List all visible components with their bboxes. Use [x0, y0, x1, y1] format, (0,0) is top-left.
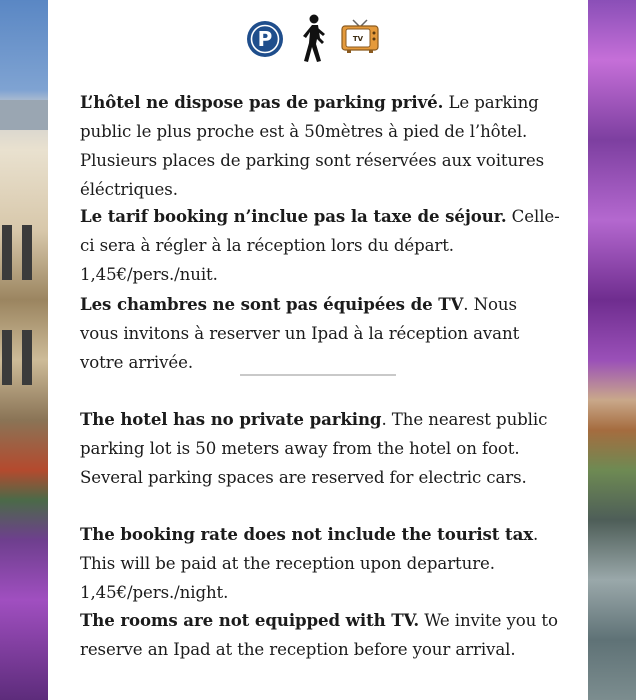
- building-window: [22, 225, 32, 280]
- building-roof: [0, 100, 48, 130]
- parking-letter: P: [257, 27, 273, 51]
- notice-heading: Les chambres ne sont pas équipées de TV: [80, 294, 464, 314]
- tv-icon: [341, 18, 379, 54]
- amenity-icons: [48, 14, 588, 64]
- french-tv-notice: [80, 290, 560, 377]
- french-tax-notice: [80, 202, 560, 289]
- notice-text: We invite you to reserve an Ipad at the reception before your arrival.: [80, 611, 558, 659]
- english-parking-notice: [80, 405, 560, 492]
- notice-heading: The rooms are not equipped with TV.: [80, 610, 420, 630]
- info-card: [48, 0, 588, 700]
- notice-text: Le parking public le plus proche est à 50mètres à pied de l’hôtel. Plusieurs places de parking sont réservées aux voitures éléctriques.: [80, 93, 545, 199]
- notice-heading: The booking rate does not include the tourist tax: [80, 524, 534, 544]
- notice-heading: L’hôtel ne dispose pas de parking privé.: [80, 92, 444, 112]
- building-window: [22, 330, 32, 385]
- background-photo-left: [0, 0, 48, 700]
- parking-icon: [246, 20, 284, 58]
- building-window: [2, 225, 12, 280]
- notice-text: Celle-ci sera à régler à la réception lors du départ. 1,45€/pers./nuit.: [80, 207, 560, 284]
- french-parking-notice: [80, 88, 560, 204]
- pedestrian-icon: [296, 14, 330, 64]
- notice-heading: The hotel has no private parking: [80, 409, 382, 429]
- notice-text: . This will be paid at the reception upon departure. 1,45€/pers./night.: [80, 525, 539, 602]
- background-photo-right: [588, 0, 636, 700]
- english-tv-notice: [80, 606, 560, 664]
- english-tax-notice: [80, 520, 560, 607]
- language-divider: [240, 374, 396, 376]
- notice-text: . The nearest public parking lot is 50 meters away from the hotel on foot. Several parking spaces are reserved for electric cars.: [80, 410, 548, 487]
- tv-label: TV: [352, 35, 364, 43]
- building-window: [2, 330, 12, 385]
- notice-heading: Le tarif booking n’inclue pas la taxe de séjour.: [80, 206, 507, 226]
- notice-text: . Nous vous invitons à reserver un Ipad à la réception avant votre arrivée.: [80, 295, 520, 372]
